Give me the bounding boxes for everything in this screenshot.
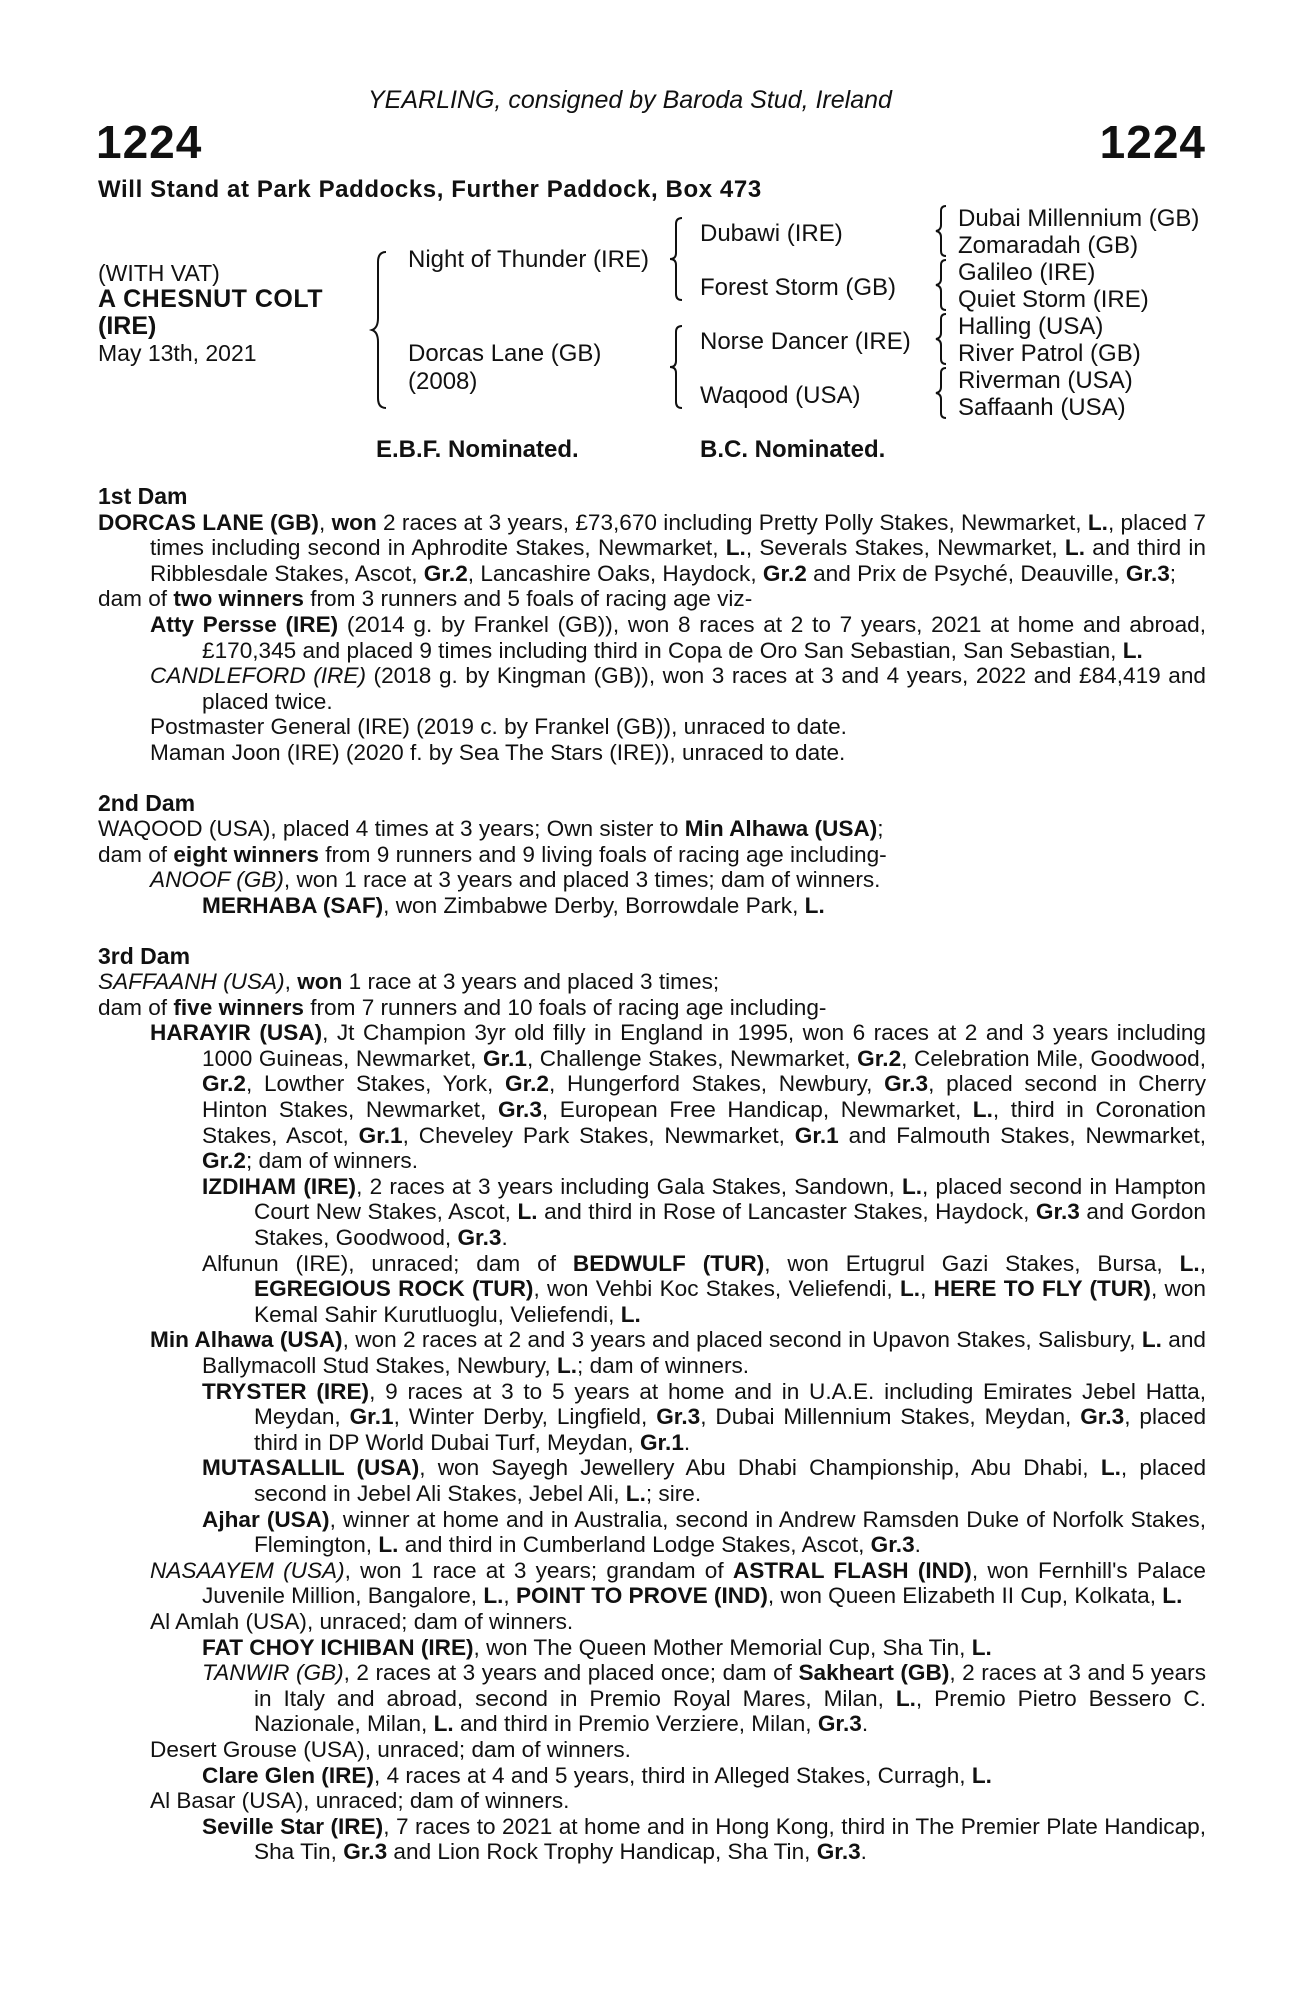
ped-dss: Halling (USA) <box>958 313 1104 340</box>
produce-harayir: HARAYIR (USA), Jt Champion 3yr old filly in England in 1995, won 6 races at 2 and 3 years including 1000 Guineas, Newmarket, Gr.1, Challenge Stakes, Newmarket, Gr.2, Celebration Mile, Goodwood, Gr.2, Lowther Stakes, York, Gr.2, Hungerford Stakes, Newbury, Gr.3, placed second in Cherry Hinton Stakes, Newmarket, Gr.3, European Free Handicap, Newmarket, L., third in Coronation Stakes, Ascot, Gr.1, Cheveley Park Stakes, Newmarket, Gr.1 and Falmouth Stakes, Newmarket, Gr.2; dam of winners. <box>150 1020 1206 1174</box>
produce-tryster: TRYSTER (IRE), 9 races at 3 to 5 years at home and in U.A.E. including Emirates Jebel Hatta, Meydan, Gr.1, Winter Derby, Lingfield, Gr.3, Dubai Millennium Stakes, Meydan, Gr.3, placed third in DP World Dubai Turf, Meydan, Gr.1. <box>202 1378 1207 1455</box>
catalogue-body <box>98 484 1206 1865</box>
produce-merhaba: MERHABA (SAF), won Zimbabwe Derby, Borrowdale Park, L. <box>202 892 825 918</box>
produce-maman-joon: Maman Joon (IRE) (2020 f. by Sea The Stars (IRE)), unraced to date. <box>150 739 846 765</box>
first-dam-heading: 1st Dam <box>98 483 188 509</box>
sd-brace <box>934 258 950 312</box>
dam-sire: Norse Dancer (IRE) <box>700 328 911 355</box>
second-dam-summary: dam of eight winners from 9 runners and 9 living foals of racing age including- <box>98 841 887 867</box>
ped-ssd: Zomaradah (GB) <box>958 232 1139 259</box>
produce-candleford: CANDLEFORD (IRE) (2018 g. by Kingman (GB)), won 3 races at 3 and 4 years, 2022 and £84,419 and placed twice. <box>150 663 1206 714</box>
ped-sss: Dubai Millennium (GB) <box>958 205 1200 232</box>
ebf-nominated: E.B.F. Nominated. <box>376 436 579 463</box>
produce-ajhar: Ajhar (USA), winner at home and in Australia, second in Andrew Ramsden Duke of Norfolk Stakes, Flemington, L. and third in Cumberland Lodge Stakes, Ascot, Gr.3. <box>202 1506 1206 1558</box>
third-dam-heading: 3rd Dam <box>98 942 191 969</box>
first-dam-entry: DORCAS LANE (GB), won 2 races at 3 years, £73,670 including Pretty Polly Stakes, Newmarket, L., placed 7 times including second in Aphrodite Stakes, Newmarket, L., Severals Stakes, Newmarket, L. and third in Ribblesdale Stakes, Ascot, Gr.2, Lancashire Oaks, Haydock, Gr.2 and Prix de Psyché, Deauville, Gr.3; <box>98 509 1206 586</box>
ped-sds: Galileo (IRE) <box>958 259 1096 286</box>
ped-dds: Riverman (USA) <box>958 367 1133 394</box>
stand-location: Will Stand at Park Paddocks, Further Paddock, Box 473 <box>98 176 762 203</box>
third-dam-entry: SAFFAANH (USA), won 1 race at 3 years and placed 3 times; <box>98 969 720 995</box>
ped-dsd: River Patrol (GB) <box>958 340 1141 367</box>
sire-dam: Forest Storm (GB) <box>700 274 897 301</box>
ds-brace <box>934 312 950 366</box>
produce-alfunun: Alfunun (IRE), unraced; dam of BEDWULF (TUR), won Ertugrul Gazi Stakes, Bursa, L., EGREGIOUS ROCK (TUR), won Vehbi Koc Stakes, Veliefendi, L., HERE TO FLY (TUR), won Kemal Sahir Kurutluoglu, Veliefendi, L. <box>202 1250 1206 1327</box>
consignor-line: YEARLING, consigned by Baroda Stud, Ireland <box>368 86 892 114</box>
produce-clare-glen: Clare Glen (IRE), 4 races at 4 and 5 years, third in Alleged Stakes, Curragh, L. <box>202 1762 992 1788</box>
produce-mutasallil: MUTASALLIL (USA), won Sayegh Jewellery Abu Dhabi Championship, Abu Dhabi, L., placed second in Jebel Ali Stakes, Jebel Ali, L.; sire. <box>202 1455 1207 1506</box>
produce-desert-grouse: Desert Grouse (USA), unraced; dam of winners. <box>150 1736 631 1762</box>
ss-brace <box>934 204 950 258</box>
produce-nasaayem: NASAAYEM (USA), won 1 race at 3 years; grandam of ASTRAL FLASH (IND), won Fernhill's Palace Juvenile Million, Bangalore, L., POINT TO PROVE (IND), won Queen Elizabeth II Cup, Kolkata, L. <box>150 1557 1206 1609</box>
sire-dam-brace <box>370 250 390 410</box>
ped-sdd: Quiet Storm (IRE) <box>958 286 1149 313</box>
produce-fat-choy: FAT CHOY ICHIBAN (IRE), won The Queen Mother Memorial Cup, Sha Tin, L. <box>202 1634 992 1660</box>
second-dam-entry: WAQOOD (USA), placed 4 times at 3 years; Own sister to Min Alhawa (USA); <box>98 816 884 842</box>
produce-min-alhawa: Min Alhawa (USA), won 2 races at 2 and 3 years and placed second in Upavon Stakes, Salisbury, L. and Ballymacoll Stud Stakes, Newbury, L.; dam of winners. <box>150 1327 1206 1378</box>
lot-number-left: 1224 <box>96 116 203 168</box>
horse-origin: (IRE) <box>98 312 157 340</box>
dam-brace <box>668 324 686 410</box>
second-dam-heading: 2nd Dam <box>98 789 196 816</box>
horse-name: A CHESNUT COLT <box>98 285 324 313</box>
bc-nominated: B.C. Nominated. <box>700 436 886 463</box>
third-dam-summary: dam of five winners from 7 runners and 10 foals of racing age including- <box>98 994 827 1020</box>
dd-brace <box>934 366 950 420</box>
first-dam-summary: dam of two winners from 3 runners and 5 foals of racing age viz- <box>98 586 753 612</box>
horse-dob: May 13th, 2021 <box>98 340 257 366</box>
ped-ddd: Saffaanh (USA) <box>958 394 1126 421</box>
produce-atty-persse: Atty Persse (IRE) (2014 g. by Frankel (GB)), won 8 races at 2 to 7 years, 2021 at home and abroad, £170,345 and placed 9 times including third in Copa de Oro San Sebastian, San Sebastian, L. <box>150 611 1206 663</box>
dam-dam: Waqood (USA) <box>700 382 861 409</box>
produce-anoof: ANOOF (GB), won 1 race at 3 years and placed 3 times; dam of winners. <box>150 867 881 893</box>
produce-al-basar: Al Basar (USA), unraced; dam of winners. <box>150 1788 570 1814</box>
vat-note: (WITH VAT) <box>98 260 220 286</box>
lot-number-right: 1224 <box>1099 116 1206 168</box>
dam: Dorcas Lane (GB) <box>408 340 602 367</box>
produce-izdiham: IZDIHAM (IRE), 2 races at 3 years including Gala Stakes, Sandown, L., placed second in Hampton Court New Stakes, Ascot, L. and third in Rose of Lancaster Stakes, Haydock, Gr.3 and Gordon Stakes, Goodwood, Gr.3. <box>202 1173 1206 1251</box>
dam-year: (2008) <box>408 368 478 395</box>
sire: Night of Thunder (IRE) <box>408 246 649 273</box>
sire-sire: Dubawi (IRE) <box>700 220 843 247</box>
produce-seville-star: Seville Star (IRE), 7 races to 2021 at home and in Hong Kong, third in The Premier Plate Handicap, Sha Tin, Gr.3 and Lion Rock Trophy Handicap, Sha Tin, Gr.3. <box>202 1813 1206 1865</box>
produce-al-amlah: Al Amlah (USA), unraced; dam of winners. <box>150 1608 574 1634</box>
sire-brace <box>668 216 686 302</box>
produce-tanwir: TANWIR (GB), 2 races at 3 years and placed once; dam of Sakheart (GB), 2 races at 3 and 5 years in Italy and abroad, second in Premio Royal Mares, Milan, L., Premio Pietro Bessero C. Nazionale, Milan, L. and third in Premio Verziere, Milan, Gr.3. <box>202 1660 1207 1737</box>
produce-postmaster: Postmaster General (IRE) (2019 c. by Frankel (GB)), unraced to date. <box>150 714 847 740</box>
